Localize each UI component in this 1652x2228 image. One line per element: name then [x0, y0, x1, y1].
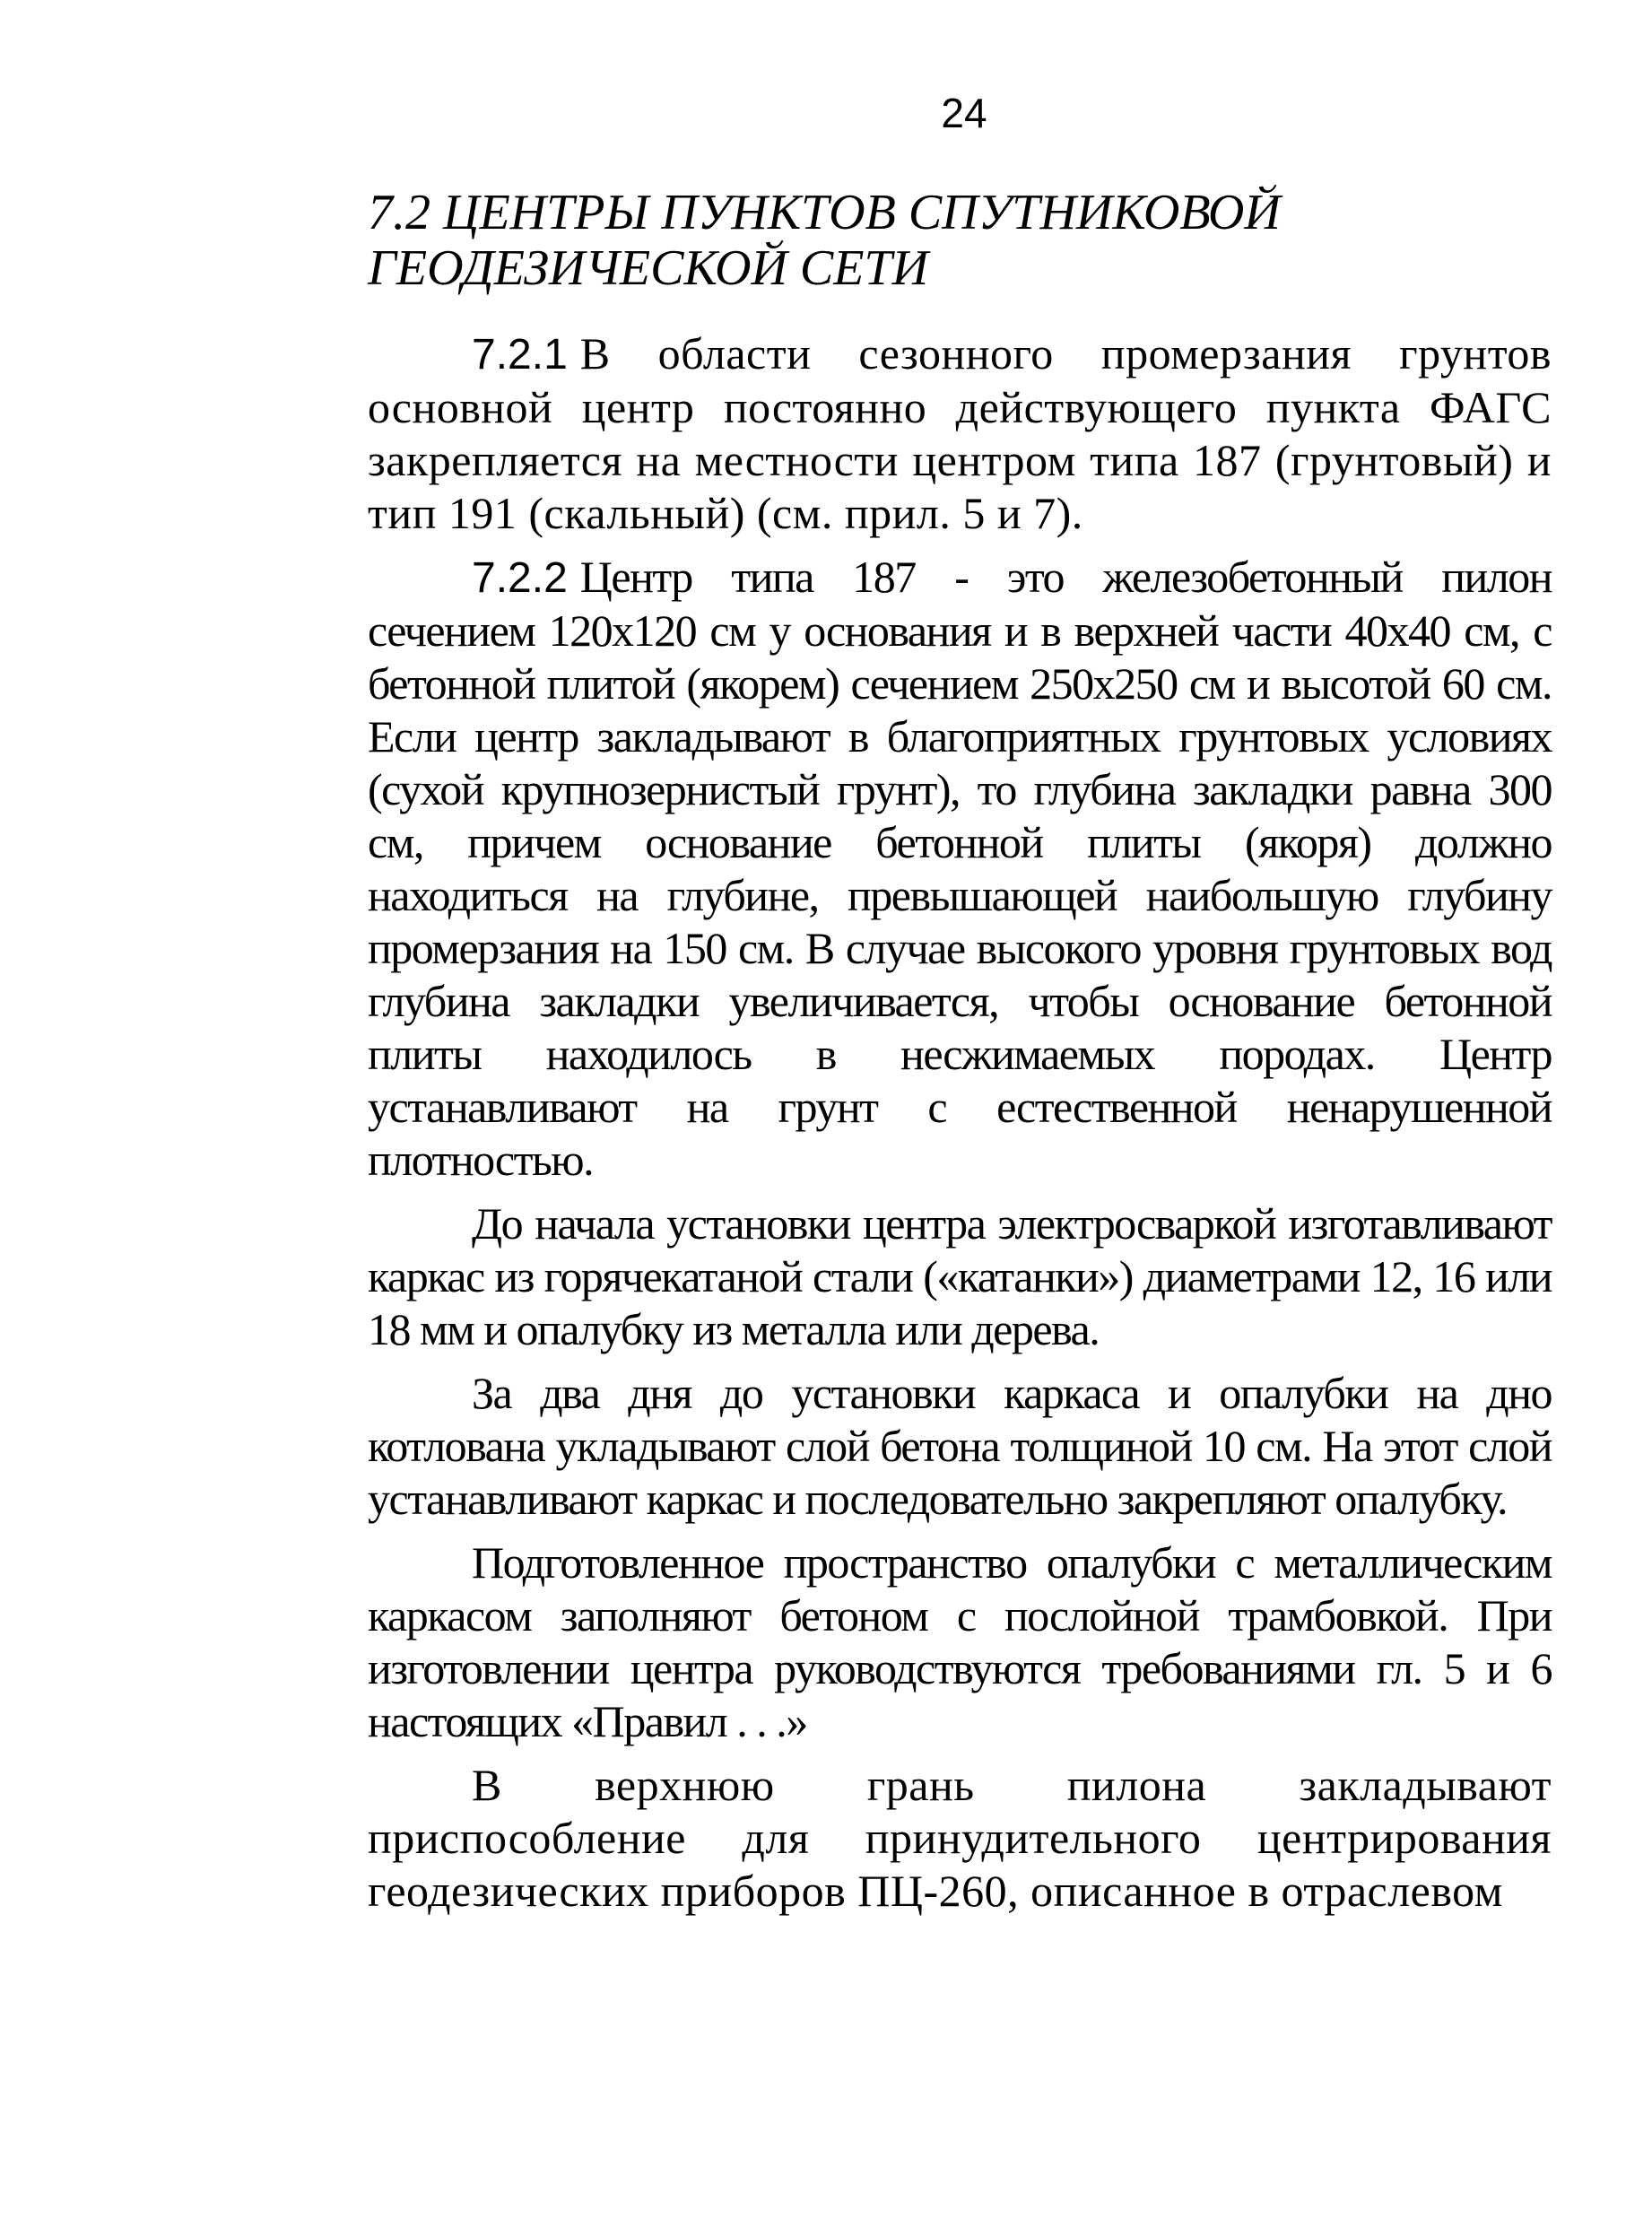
paragraph-text: За два дня до установки каркаса и опалубки на дно котлована укладывают слой бетона толщиной 10 см. На этот слой устанавливают каркас и последовательно закрепляют опалубку.	[368, 1368, 1552, 1524]
paragraph-text: В области сезонного промерзания грунтов основной центр постоянно действующего пункта ФАГС закрепляется на местности центром типа 187 (грунтовый) и тип 191 (скальный) (см. прил. 5 и 7).	[368, 328, 1552, 538]
paragraph-number: 7.2.2	[472, 554, 568, 602]
section-heading	[368, 185, 1552, 296]
paragraph-centering-device	[368, 1759, 1552, 1918]
section-heading-line-2: ГЕОДЕЗИЧЕСКОЙ СЕТИ	[368, 240, 929, 296]
paragraph-text: В верхнюю грань пилона закладывают приспособление для принудительного центрирования геодезических приборов ПЦ-260, описанное в отраслевом	[368, 1760, 1552, 1916]
paragraph-text: До начала установки центра электросваркой изготавливают каркас из горячекатаной стали («катанки») диаметрами 12, 16 или 18 мм и опалубку из металла или дерева.	[368, 1198, 1552, 1354]
document-body	[368, 327, 1552, 1918]
paragraph-formwork-filling	[368, 1536, 1552, 1748]
paragraph-text: Центр типа 187 - это железобетонный пилон сечением 120х120 см у основания и в верхней части 40х40 см, с бетонной плитой (якорем) сечением 250х250 см и высотой 60 см. Если центр закладывают в благоприятных грунтовых условиях (сухой крупнозернистый грунт), то глубина закладки равна 300 см, причем основание бетонной плиты (якоря) должно находиться на глубине, превышающей наибольшую глубину промерзания на 150 см. В случае высокого уровня грунтовых вод глубина закладки увеличивается, чтобы основание бетонной плиты находилось в несжимаемых породах. Центр устанавливают на грунт с естественной ненарушенной плотностью.	[368, 552, 1552, 1185]
paragraph-text: Подготовленное пространство опалубки с металлическим каркасом заполняют бетоном с послойной трамбовкой. При изготовлении центра руководствуются требованиями гл. 5 и 6 настоящих «Правил . . .»	[368, 1537, 1552, 1746]
page-number: 24	[941, 90, 987, 136]
section-heading-line-1: 7.2 ЦЕНТРЫ ПУНКТОВ СПУТНИКОВОЙ	[368, 185, 1281, 240]
paragraph-concrete-layer	[368, 1367, 1552, 1526]
paragraph-frame-preparation	[368, 1197, 1552, 1356]
paragraph-7-2-1	[368, 327, 1552, 540]
paragraph-number: 7.2.1	[472, 331, 568, 379]
paragraph-7-2-2	[368, 551, 1552, 1187]
